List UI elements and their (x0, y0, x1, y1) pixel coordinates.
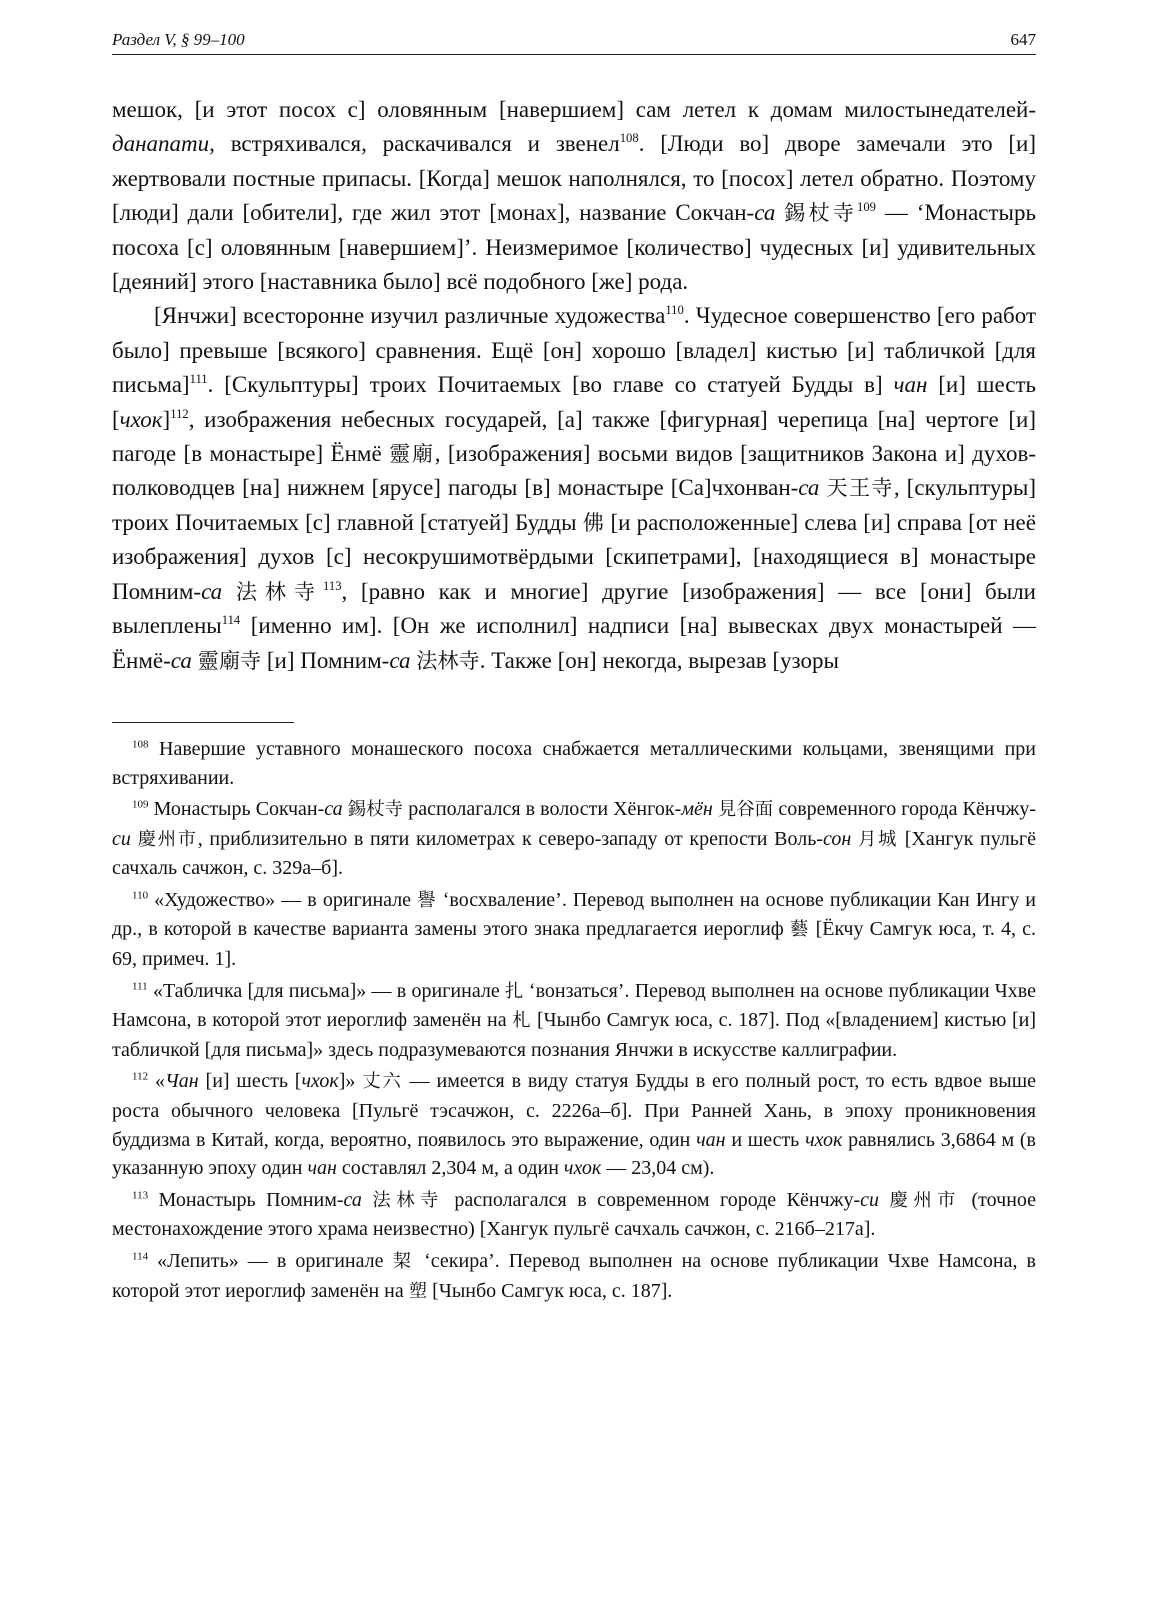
chinese-characters: 藝 (789, 919, 810, 941)
text-run: Монастырь Сокчан- (148, 798, 325, 821)
text-run: ‘вонзаться’. Перевод выполнен на основе публикации Чхве Намсона, в которой этот иероглиф заменён на (112, 979, 1036, 1032)
chinese-characters: 譽 (417, 889, 437, 911)
footnotes (112, 735, 1036, 1306)
italic-term: чхок (301, 1070, 339, 1093)
italic-term: са (343, 1188, 362, 1211)
chinese-characters: 法林寺 (416, 647, 480, 673)
italic-term: чан (893, 372, 928, 398)
chinese-characters: 見谷面 (717, 799, 774, 821)
text-run (222, 579, 236, 604)
text-run: ] (162, 406, 171, 432)
chinese-characters: 栔 (392, 1251, 416, 1272)
footnote-ref: 114 (132, 1250, 149, 1263)
page-number: 647 (1010, 30, 1036, 49)
chinese-characters: 靈廟寺 (197, 647, 262, 673)
chinese-characters: 塑 (408, 1280, 428, 1302)
footnote (112, 735, 1036, 792)
italic-term: са (389, 647, 411, 673)
text-run: [именно им]. [Он же исполнил] надписи [на] вывесках двух монастырей — Ёнмё- (112, 613, 1036, 673)
text-run (851, 828, 858, 850)
text-run: ]» (338, 1070, 363, 1093)
italic-term: мён (681, 798, 713, 821)
italic-term: чхок (119, 406, 163, 432)
chinese-characters: 月城 (857, 828, 899, 850)
text-run: ‘восхваление’. Перевод выполнен на основе публикации Кан Ингу и др., в которой в качестве варианта замены этого знака предлагается иероглиф (112, 888, 1036, 941)
text-run: [и] шесть [ (198, 1070, 302, 1093)
text-run: [Чынбо Самгук юса, с. 187]. (427, 1279, 673, 1302)
text-run (879, 1189, 889, 1211)
text-run (131, 828, 138, 850)
footnote-ref: 109 (132, 798, 149, 811)
text-run: — ‘Монастырь посоха [с] оловянным [навершием]’. Неизмеримое [количество] чудесных [и] удивительных [деяний] этого [наставника было] всё подобного [же] рода. (112, 200, 1036, 295)
footnote-ref: 113 (323, 578, 342, 593)
text-run: (точное местонахождение этого храма неизвестно) [Хангук пульгё сачхаль сачжон, с. 216б–217а]. (112, 1188, 1037, 1241)
footnote-ref: 111 (132, 979, 148, 992)
text-run: современного города Кёнчжу- (773, 798, 1036, 821)
main-text (112, 93, 1036, 678)
footnote-ref: 112 (170, 406, 189, 421)
footnote-ref: 110 (132, 889, 149, 902)
chinese-characters: 法林寺 (235, 578, 324, 604)
text-run: равнялись 3,6864 м (в указанную эпоху один (112, 1128, 1036, 1180)
text-run: «Лепить» — в оригинале (148, 1250, 393, 1272)
footnote-ref: 114 (221, 613, 241, 628)
text-run: . [Люди во] дворе замечали это [и] жертвовали постные припасы. [Когда] мешок наполнялся, то [посох] летел обратно. Поэтому [люди] дали [обители], где жил этот [монах], название Сокчан- (112, 131, 1036, 226)
italic-term: са (324, 798, 343, 821)
footnote-ref: 108 (132, 738, 149, 751)
italic-term: Чан (164, 1070, 199, 1093)
footnote (112, 886, 1036, 974)
italic-term: си (860, 1188, 879, 1211)
chinese-characters: 佛 (582, 509, 605, 535)
text-run: мешок, [и этот посох с] оловянным [навершием] сам летел к домам милостынедателей- (112, 97, 1036, 122)
footnote (112, 1186, 1036, 1244)
chinese-characters: 錫杖寺 (347, 799, 404, 821)
footnote-ref: 112 (132, 1070, 149, 1083)
text-run: [Хангук пульгё сачхаль сачжон, с. 329а–б]. (112, 827, 1036, 880)
chinese-characters: 丈六 (362, 1071, 403, 1093)
text-run: — имеется в виду статуя Будды в его полный рост, то есть вдвое выше роста обычного человека [Пульгё тэсачжон, с. 2226а–б]. При Ранней Хань, в эпоху проникновения буддизма в Китай, когда, вероятно, появилось это выражение, один (112, 1070, 1036, 1151)
footnote-ref: 113 (132, 1189, 149, 1202)
italic-term: са (170, 647, 192, 673)
text-run: [и расположенные] слева [и] справа [от неё изображения] духов [с] несокрушимотвёрдыми [скипетрами], [находящиеся в] монастыре Помним- (112, 509, 1036, 604)
chinese-characters: 慶州市 (137, 828, 198, 850)
footnote (112, 977, 1036, 1065)
text-run: составлял 2,304 м, а один (336, 1157, 564, 1180)
text-run: , [изображения] восьми видов [защитников Закона и] духов-полководцев [на] нижнем [ярусе] пагоды [в] монастыре [Са]чхонван- (112, 441, 1036, 501)
text-run: . Чудесное совершенство [его работ было] превыше [всякого] сравнения. Ещё [он] хорошо [владел] кистью [и] табличкой [для письма] (112, 303, 1036, 398)
text-run: «Табличка [для письма]» — в оригинале (147, 979, 505, 1002)
chinese-characters: 法林寺 (372, 1189, 444, 1211)
text-run: , встряхивался, раскачивался и звенел (209, 131, 620, 157)
text-run: , [скульптуры] троих Почитаемых [с] главной [статуей] Будды (112, 475, 1036, 535)
italic-term: чхок (805, 1128, 843, 1151)
chinese-characters: 靈廟 (389, 441, 435, 467)
text-run: располагался в волости Хёнгок- (403, 798, 682, 821)
italic-term: данапати (112, 131, 210, 157)
footnote (112, 795, 1036, 883)
footnote-ref: 108 (619, 131, 639, 146)
italic-term: си (112, 827, 131, 850)
book-page (112, 30, 1036, 1309)
text-run: ‘секира’. Перевод выполнен на основе публикации Чхве Намсона, в которой этот иероглиф заменён на (112, 1250, 1036, 1302)
text-run: Навершие уставного монашеского посоха снабжается металлическими кольцами, звенящими при встряхивании. (112, 737, 1036, 789)
text-run (362, 1189, 372, 1211)
chinese-characters: 天王寺 (826, 475, 894, 501)
footnote-ref: 109 (857, 200, 876, 215)
italic-term: са (754, 200, 776, 226)
paragraph (112, 299, 1036, 677)
italic-term: чхок (563, 1157, 602, 1180)
footnote-separator (112, 722, 294, 723)
footnote-ref: 110 (665, 303, 684, 318)
text-run: «Художество» — в оригинале (148, 888, 418, 911)
footnote-ref: 111 (189, 372, 208, 387)
text-run: . Также [он] некогда, вырезав [узоры (479, 647, 839, 673)
italic-term: чан (696, 1128, 726, 1151)
text-run: « (148, 1070, 165, 1093)
running-header (112, 30, 1036, 55)
text-run: . [Скульптуры] троих Почитаемых [во главе со статуей Будды в] (207, 372, 894, 398)
text-run: располагался в современном городе Кёнчжу- (443, 1188, 861, 1211)
italic-term: чан (307, 1157, 337, 1180)
chinese-characters: 扎 (505, 980, 524, 1002)
paragraph (112, 93, 1036, 299)
italic-term: са (201, 578, 223, 604)
footnote (112, 1247, 1036, 1306)
chinese-characters: 札 (512, 1010, 532, 1032)
text-run: [и] Помним- (261, 647, 390, 673)
section-title: Раздел V, § 99–100 (112, 30, 245, 49)
italic-term: сон (822, 827, 852, 850)
text-run: [Янчжи] всесторонне изучил различные художества (154, 303, 666, 329)
text-run: и шесть (725, 1128, 806, 1151)
text-run: , изображения небесных государей, [а] также [фигурная] черепица [на] чертоге [и] пагоде [в монастыре] Ёнмё (112, 406, 1036, 467)
text-run (775, 200, 784, 225)
text-run: , приблизительно в пяти километрах к северо-западу от крепости Воль- (197, 827, 823, 850)
chinese-characters: 錫杖寺 (784, 200, 858, 226)
text-run: — 23,04 см). (601, 1157, 715, 1180)
chinese-characters: 慶州市 (889, 1189, 962, 1211)
text-run: Монастырь Помним- (148, 1188, 344, 1211)
text-run: [и] шесть [ (112, 372, 1036, 432)
text-run: [Чынбо Самгук юса, с. 187]. Под «[владением] кистью [и] табличкой [для письма]» здесь подразумеваются познания Янчжи в искусстве каллиграфии. (112, 1009, 1036, 1061)
footnote (112, 1067, 1036, 1182)
text-run: , [равно как и многие] другие [изображения] — все [они] были вылеплены (112, 578, 1036, 639)
italic-term: са (798, 475, 820, 501)
text-run: [Ёкчу Самгук юса, т. 4, с. 69, примеч. 1]. (112, 918, 1036, 971)
